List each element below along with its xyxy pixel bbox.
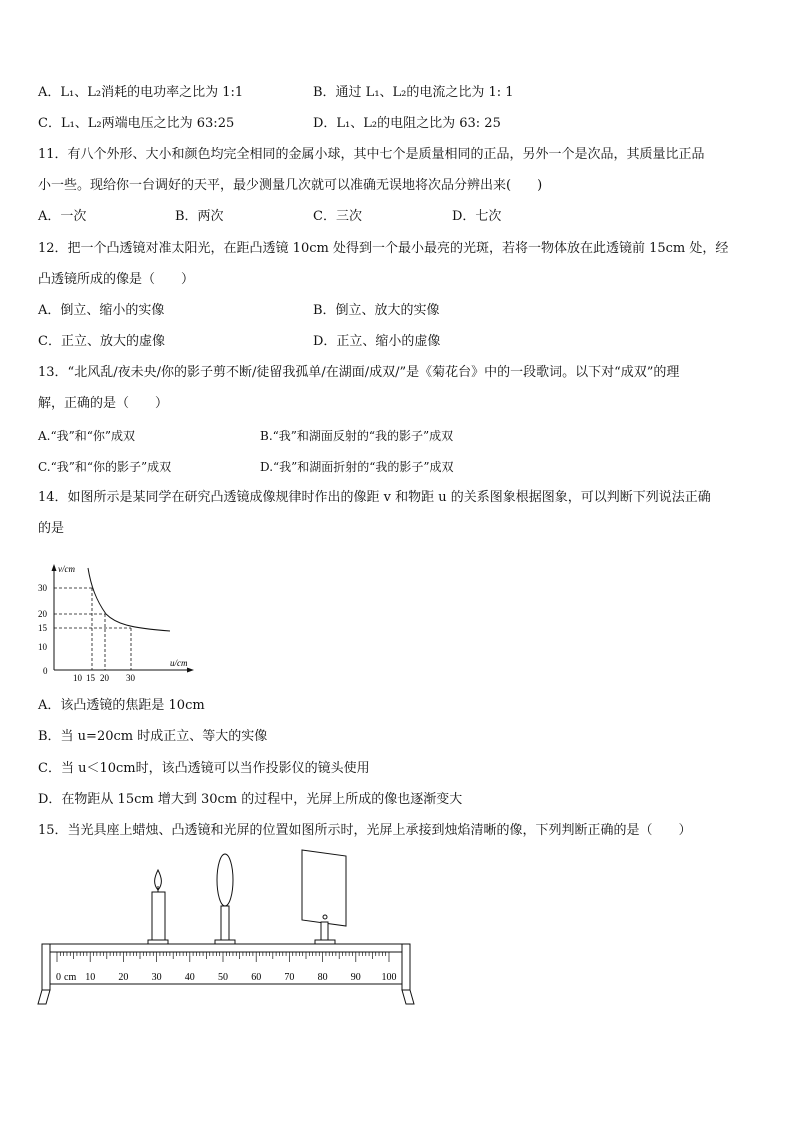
convex-lens: [217, 854, 233, 906]
graph-y-label: v/cm: [58, 564, 75, 574]
q13-option-b: B.“我”和湖面反射的“我的影子”成双: [260, 429, 454, 443]
lens-stem: [221, 906, 229, 940]
q11-stem-line1: 11．有八个外形、大小和颜色均完全相同的金属小球，其中七个是质量相同的正品，另外一个是次品，其质量比正品: [38, 147, 705, 162]
q12-option-b: B．倒立、放大的实像: [313, 303, 440, 318]
q10-option-a: A．L₁、L₂消耗的电功率之比为 1:1: [38, 85, 244, 100]
image-distance-graph: [30, 562, 200, 682]
screen-clip: [323, 915, 327, 919]
x-tick-30: 30: [126, 673, 135, 682]
bench-right-post: [402, 944, 410, 990]
bench-origin: 0: [56, 972, 61, 983]
graph-x-label: u/cm: [170, 658, 188, 668]
y-tick-15: 15: [38, 623, 47, 633]
q13-stem-line2: 解，正确的是（ ）: [38, 396, 169, 411]
q12-option-d: D．正立、缩小的虚像: [313, 334, 441, 349]
q14-option-d: D．在物距从 15cm 增大到 30cm 的过程中，光屏上所成的像也逐渐变大: [38, 792, 463, 807]
bench-rail: [42, 944, 410, 952]
q14-option-b: B．当 u=20cm 时成正立、等大的实像: [38, 729, 268, 744]
q11-option-b: B．两次: [175, 209, 224, 224]
q13-option-d: D.“我”和湖面折射的“我的影子”成双: [260, 460, 454, 474]
q15-stem: 15．当光具座上蜡烛、凸透镜和光屏的位置如图所示时，光屏上承接到烛焰清晰的像，下列判断正确的是（ ）: [38, 823, 692, 838]
bench-right-foot: [402, 990, 414, 1004]
x-tick-20: 20: [100, 673, 109, 682]
bench-label: 20: [118, 972, 129, 983]
q14-option-a: A．该凸透镜的焦距是 10cm: [38, 698, 205, 713]
optical-bench-diagram: [36, 846, 418, 1008]
bench-label: 100: [381, 972, 397, 983]
q11-option-c: C．三次: [313, 209, 362, 224]
q12-stem-line2: 凸透镜所成的像是（ ）: [38, 272, 195, 287]
bench-unit: cm: [64, 972, 77, 983]
graph-y-arrow: [52, 564, 57, 571]
graph-x-arrow: [187, 668, 194, 673]
q12-stem-line1: 12．把一个凸透镜对准太阳光，在距凸透镜 10cm 处得到一个最小最亮的光斑，若将一物体放在此透镜前 15cm 处，经: [38, 241, 729, 256]
graph-curve: [88, 568, 170, 631]
q10-option-b: B．通过 L₁、L₂的电流之比为 1: 1: [313, 85, 514, 100]
q11-option-a: A．一次: [38, 209, 87, 224]
q11-option-d: D．七次: [452, 209, 502, 224]
q12-option-c: C．正立、放大的虚像: [38, 334, 165, 349]
bench-label: 10: [85, 972, 96, 983]
bench-label: 70: [284, 972, 295, 983]
x-tick-10: 10: [73, 673, 82, 682]
bench-label: 30: [151, 972, 162, 983]
bench-left-foot: [38, 990, 50, 1004]
y-tick-10: 10: [38, 642, 47, 652]
q13-option-a: A.“我”和“你”成双: [38, 429, 136, 443]
q14-stem-line1: 14．如图所示是某同学在研究凸透镜成像规律时作出的像距 v 和物距 u 的关系图象根据图象，可以判断下列说法正确: [38, 490, 711, 505]
bench-label: 80: [317, 972, 328, 983]
y-tick-30: 30: [38, 583, 47, 593]
q13-stem-line1: 13．“北风乱/夜未央/你的影子剪不断/徒留我孤单/在湖面/成双/”是《菊花台》中的一段歌词。以下对“成双”的理: [38, 365, 680, 380]
x-tick-15: 15: [86, 673, 95, 682]
q11-stem-line2: 小一些。现给你一台调好的天平，最少测量几次就可以准确无误地将次品分辨出来( ): [38, 178, 543, 193]
q14-stem-line2: 的是: [38, 521, 65, 536]
light-screen: [302, 850, 346, 926]
graph-origin: 0: [43, 666, 48, 676]
q12-option-a: A．倒立、缩小的实像: [38, 303, 165, 318]
screen-stem: [321, 922, 328, 940]
bench-left-post: [42, 944, 50, 990]
q13-option-c: C.“我”和“你的影子”成双: [38, 460, 172, 474]
candle: [152, 892, 165, 940]
bench-label: 40: [184, 972, 195, 983]
q10-option-d: D．L₁、L₂的电阻之比为 63: 25: [313, 116, 501, 131]
q14-option-c: C．当 u＜10cm时，该凸透镜可以当作投影仪的镜头使用: [38, 761, 370, 776]
bench-label: 90: [350, 972, 361, 983]
y-tick-20: 20: [38, 609, 47, 619]
bench-label: 60: [251, 972, 262, 983]
q10-option-c: C．L₁、L₂两端电压之比为 63:25: [38, 116, 235, 131]
bench-label: 50: [218, 972, 228, 983]
